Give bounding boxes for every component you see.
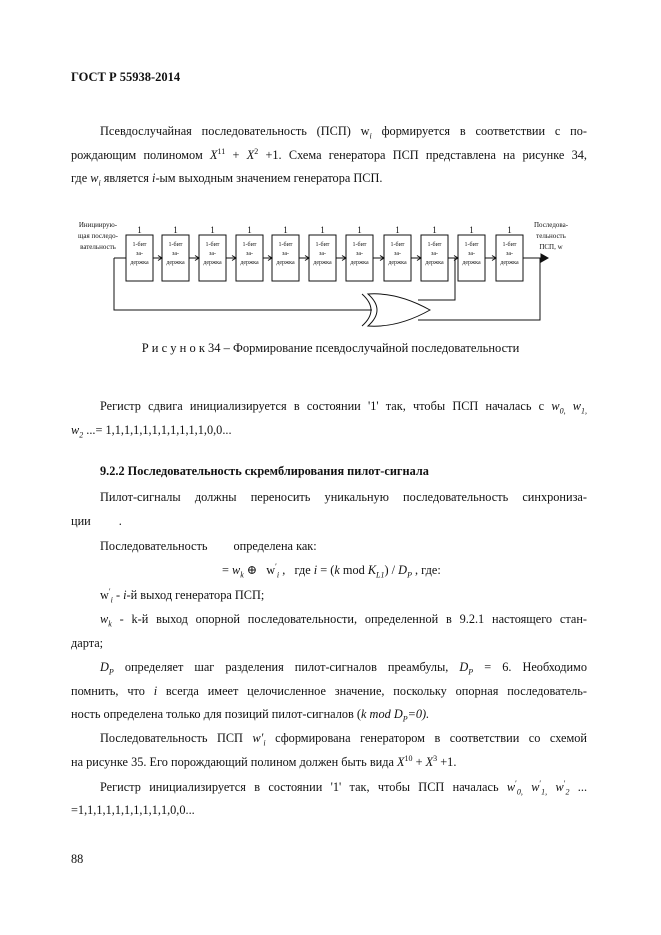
section-paragraph-3-line-2: на рисунке 35. Его порождающий полином должен быть вида $X^{10} + X^3 +1$. bbox=[71, 753, 457, 769]
section-paragraph-4-line-2: =1,1,1,1,1,1,1,1,1,1,0,0... bbox=[71, 803, 195, 817]
delay-cell-label: держка bbox=[313, 260, 332, 266]
paragraph-2-line-2: $w_2$ ...= 1,1,1,1,1,1,1,1,1,1,1,0,0... bbox=[71, 423, 232, 440]
paragraph-1-line-1: Псевдослучайная последовательность (ПСП) $w_i$ формируется в соответствии с по- bbox=[100, 124, 587, 141]
init-value-label: 1 bbox=[357, 225, 362, 235]
xor-tap-b bbox=[418, 258, 540, 320]
delay-cell-label: за- bbox=[355, 251, 364, 257]
delay-cell-label: держка bbox=[350, 260, 369, 266]
input-label-line: Инициирую- bbox=[78, 221, 118, 229]
delay-cell-label: за- bbox=[208, 251, 217, 257]
delay-cell-label: за- bbox=[430, 251, 439, 257]
delay-cell-label: за- bbox=[505, 251, 514, 257]
section-paragraph-4-line-1: Регистр инициализируется в состоянии '1' так, чтобы ПСП началась $w'_{0,}$ $w'_{1,}$ $w'_2$ ... bbox=[100, 778, 588, 797]
paragraph-2-line-1: Регистр сдвига инициализируется в состоянии '1' так, чтобы ПСП началась с $w_{0,}$ $w_{1,}$ bbox=[100, 399, 587, 416]
delay-cell-label: держка bbox=[276, 260, 295, 266]
delay-cell-label: держка bbox=[130, 260, 149, 266]
delay-cell-label: 1-бит bbox=[352, 242, 367, 248]
init-value-label: 1 bbox=[507, 225, 512, 235]
delay-cell-label: держка bbox=[388, 260, 407, 266]
init-value-label: 1 bbox=[173, 225, 178, 235]
section-paragraph-2: Последовательность определена как: bbox=[100, 539, 317, 553]
delay-cell-label: 1-бит bbox=[390, 242, 405, 248]
output-label-line: Последова- bbox=[533, 221, 569, 229]
init-value-label: 1 bbox=[395, 225, 400, 235]
paragraph-1-line-3: где $w_i$ является i-ым выходным значением генератора ПСП. bbox=[71, 171, 383, 188]
init-value-label: 1 bbox=[320, 225, 325, 235]
definition-wk-line-2: дарта; bbox=[71, 636, 104, 650]
delay-cell-label: 1-бит bbox=[242, 242, 257, 248]
init-value-label: 1 bbox=[210, 225, 215, 235]
delay-cell-label: держка bbox=[166, 260, 185, 266]
delay-cell-label: 1-бит bbox=[464, 242, 479, 248]
delay-cell-label: держка bbox=[462, 260, 481, 266]
figure-caption: Р и с у н о к 34 – Формирование псевдослучайной последовательности bbox=[141, 341, 520, 355]
input-label-line: вательность bbox=[80, 243, 116, 251]
delay-cell-label: за- bbox=[393, 251, 402, 257]
section-paragraph-1-line-1: Пилот-сигналы должны переносить уникальную последовательность синхрониза- bbox=[100, 490, 587, 504]
delay-cell-label: 1-бит bbox=[132, 242, 147, 248]
delay-cell-label: держка bbox=[425, 260, 444, 266]
init-value-label: 1 bbox=[283, 225, 288, 235]
delay-cell-label: за- bbox=[467, 251, 476, 257]
init-value-label: 1 bbox=[469, 225, 474, 235]
paragraph-1-line-2: рождающим полиномом $X^{11} + X^2 +1$. Схема генератора ПСП представлена на рисунке 34, bbox=[71, 146, 587, 162]
prbs-generator-diagram bbox=[0, 210, 661, 340]
section-title: 9.2.2 Последовательность скремблирования пилот-сигнала bbox=[100, 464, 429, 478]
delay-cell-label: за- bbox=[318, 251, 327, 257]
definition-wk-line-1: $w_k - k-й$ выход опорной последовательности, определенной в 9.2.1 настоящего стан- bbox=[100, 612, 587, 629]
init-value-label: 1 bbox=[432, 225, 437, 235]
delay-cell-label: держка bbox=[203, 260, 222, 266]
definition-dp-line-1: $D_P$ определяет шаг разделения пилот-сигналов преамбулы, $D_P = 6$. Необходимо bbox=[100, 660, 587, 677]
delay-cell-label: 1-бит bbox=[315, 242, 330, 248]
delay-cell-label: держка bbox=[240, 260, 259, 266]
definition-dp-line-3: ность определена только для позиций пилот-сигналов (k mod $D_P=0$). bbox=[71, 707, 430, 724]
document-header: ГОСТ Р 55938-2014 bbox=[71, 70, 181, 84]
init-value-label: 1 bbox=[247, 225, 252, 235]
delay-cell-label: 1-бит bbox=[168, 242, 183, 248]
init-value-label: 1 bbox=[137, 225, 142, 235]
delay-cell-label: за- bbox=[245, 251, 254, 257]
definition-wi: $w'_i - i-й$ выход генератора ПСП; bbox=[100, 586, 265, 605]
delay-cell-label: за- bbox=[171, 251, 180, 257]
delay-cell-label: за- bbox=[135, 251, 144, 257]
delay-cell-label: за- bbox=[281, 251, 290, 257]
definition-dp-line-2: помнить, что i всегда имеет целочисленное значение, поскольку опорная последователь- bbox=[71, 684, 587, 698]
page-number: 88 bbox=[71, 852, 84, 866]
delay-cell-label: держка bbox=[500, 260, 519, 266]
input-label-line: щая последо- bbox=[78, 232, 118, 240]
output-arrowhead bbox=[541, 254, 548, 262]
section-paragraph-3-line-1: Последовательность ПСП $w'_i$ сформирована генератором в соответствии со схемой bbox=[100, 731, 587, 748]
output-label-line: ПСП, w bbox=[539, 243, 563, 251]
section-paragraph-1-line-2: ции . bbox=[71, 514, 122, 528]
delay-cell-label: 1-бит bbox=[427, 242, 442, 248]
xor-gate-body bbox=[368, 294, 430, 326]
delay-cell-label: 1-бит bbox=[278, 242, 293, 248]
delay-cell-label: 1-бит bbox=[502, 242, 517, 248]
delay-cell-label: 1-бит bbox=[205, 242, 220, 248]
formula: = $w_k$ ⊕ $w'_i$ , где i = (k mod $K_{L1}) / D_P$ , где: bbox=[222, 561, 441, 580]
output-label-line: тельность bbox=[536, 232, 566, 240]
